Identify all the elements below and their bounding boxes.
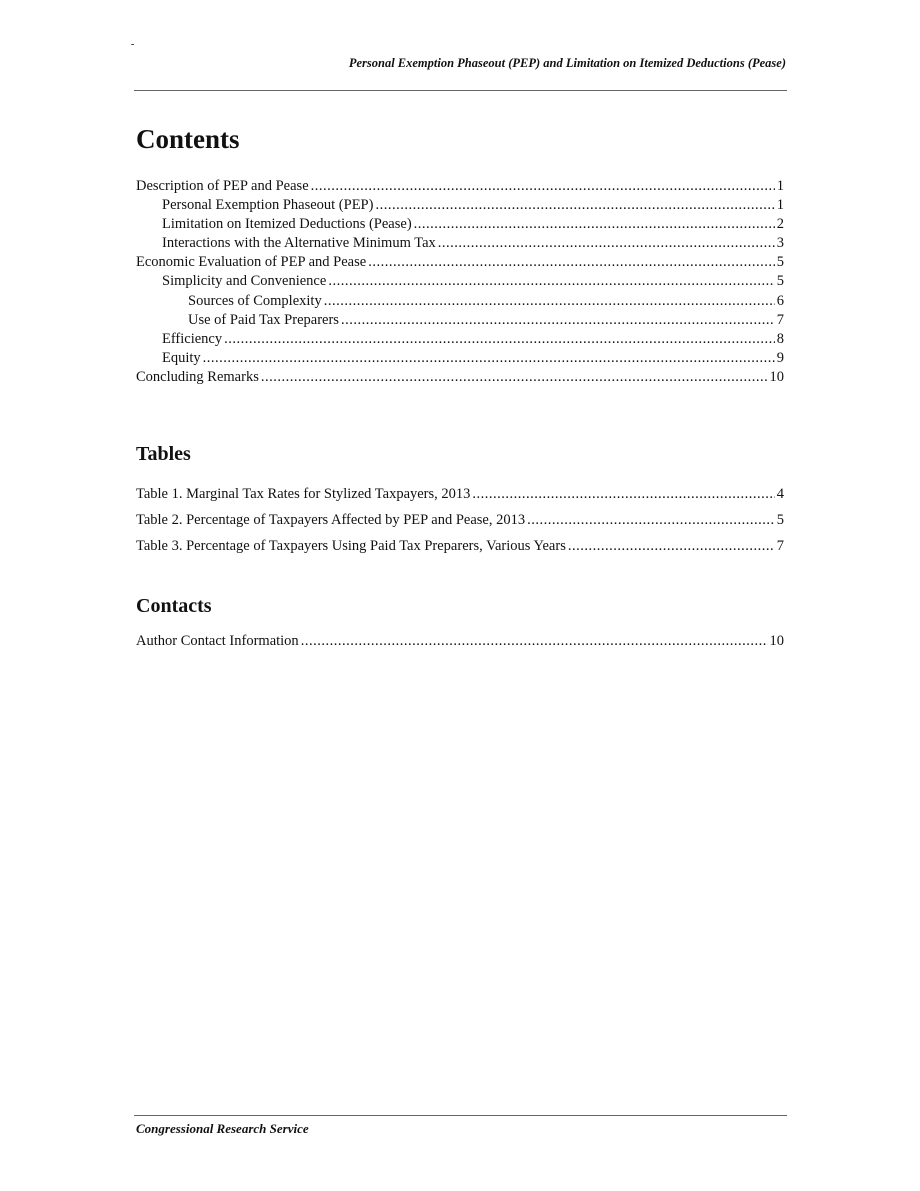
toc-entry-title: Description of PEP and Pease: [136, 178, 309, 194]
toc-entry[interactable]: [136, 253, 784, 272]
toc-entry-page: 4: [776, 486, 784, 502]
dot-leader: [328, 272, 774, 291]
tables-list: [136, 481, 784, 559]
toc-entry-page: 10: [769, 368, 784, 385]
toc-entry-title: Limitation on Itemized Deductions (Pease): [162, 216, 412, 233]
toc-entry[interactable]: [136, 507, 784, 533]
toc-entry-title: Simplicity and Convenience: [162, 273, 327, 290]
toc-entry[interactable]: [136, 272, 784, 291]
running-header: Personal Exemption Phaseout (PEP) and Limitation on Itemized Deductions (Pease): [348, 56, 786, 70]
toc-entry[interactable]: [136, 215, 784, 234]
corner-mark: -: [131, 39, 135, 50]
toc-entry-title: Table 1. Marginal Tax Rates for Stylized Taxpayers, 2013: [136, 486, 471, 502]
dot-leader: [568, 533, 775, 559]
toc-entry-title: Use of Paid Tax Preparers: [188, 311, 339, 328]
toc-entry-title: Economic Evaluation of PEP and Pease: [136, 254, 367, 271]
dot-leader: [311, 177, 775, 196]
dot-leader: [324, 292, 775, 311]
contacts-heading: Contacts: [136, 595, 212, 617]
toc-entry[interactable]: [136, 292, 784, 311]
contents-heading: Contents: [136, 124, 240, 154]
dot-leader: [203, 349, 775, 368]
toc-entry[interactable]: [136, 368, 784, 387]
dot-leader: [472, 481, 774, 507]
toc-entry-title: Sources of Complexity: [188, 292, 322, 309]
toc-entry-page: 7: [776, 311, 784, 328]
toc-entry-title: Efficiency: [162, 330, 223, 347]
toc-entry-title: Interactions with the Alternative Minimum Tax: [162, 235, 436, 252]
toc-entry[interactable]: [136, 632, 784, 651]
dot-leader: [438, 234, 775, 253]
toc-entry-page: 5: [776, 254, 784, 271]
toc-entry[interactable]: [136, 311, 784, 330]
toc-entry[interactable]: [136, 177, 784, 196]
contacts-list: [136, 632, 784, 651]
footer-rule: [134, 1115, 787, 1116]
dot-leader: [527, 507, 775, 533]
toc-entry-page: 5: [776, 273, 784, 290]
toc-entry[interactable]: [136, 349, 784, 368]
toc-entry-title: Author Contact Information: [136, 633, 299, 649]
toc-entry-page: 6: [776, 292, 784, 309]
dot-leader: [224, 330, 775, 349]
dot-leader: [301, 632, 768, 651]
dot-leader: [375, 196, 774, 215]
toc-entry-page: 3: [776, 235, 784, 252]
toc-entry-title: Concluding Remarks: [136, 368, 259, 385]
toc-entry-page: 8: [776, 330, 784, 347]
dot-leader: [341, 311, 775, 330]
dot-leader: [368, 253, 775, 272]
toc-entry-title: Personal Exemption Phaseout (PEP): [162, 197, 374, 214]
toc-entry-page: 7: [776, 538, 784, 554]
toc-entry-page: 5: [776, 512, 784, 528]
toc-entry-title: Table 2. Percentage of Taxpayers Affected by PEP and Pease, 2013: [136, 512, 526, 528]
toc-entry-title: Table 3. Percentage of Taxpayers Using Paid Tax Preparers, Various Years: [136, 538, 566, 554]
dot-leader: [261, 368, 768, 387]
toc-entry-page: 1: [776, 197, 784, 214]
toc-entry[interactable]: [136, 234, 784, 253]
toc-entry[interactable]: [136, 196, 784, 215]
toc-entry-page: 10: [769, 633, 784, 649]
toc-entry[interactable]: [136, 533, 784, 559]
toc-entry-page: 1: [776, 178, 784, 194]
header-rule: [134, 90, 787, 91]
toc-entry-page: 9: [776, 349, 784, 366]
toc-entry-page: 2: [776, 216, 784, 233]
dot-leader: [414, 215, 775, 234]
contents-list: [136, 177, 784, 387]
toc-entry[interactable]: [136, 481, 784, 507]
toc-entry-title: Equity: [162, 349, 201, 366]
toc-entry[interactable]: [136, 330, 784, 349]
tables-heading: Tables: [136, 443, 191, 465]
footer-text: Congressional Research Service: [136, 1121, 309, 1136]
